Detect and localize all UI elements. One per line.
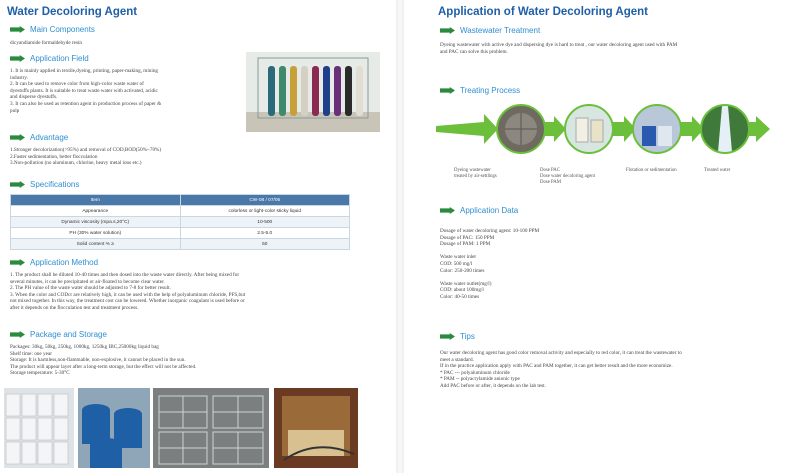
flotation-sedimentation-photo [632, 104, 682, 154]
green-arrow-icon [10, 55, 25, 62]
section-application-data: Application Data [440, 206, 518, 215]
text-line: The product will appear layer after a long-term storage, but the effect will not be affected. [10, 363, 197, 370]
text-line: 2. It can be used to remove color from high-color waste water of [10, 81, 144, 88]
green-arrow-icon [440, 27, 455, 34]
text-line: 1.Stronger decolorization(>95%) and removal of COD,BOD(50%~70%) [10, 147, 162, 153]
right-page [404, 0, 800, 473]
table-row: Dynamic viscosity (mpa.s,20°C) 10-500 [11, 217, 350, 228]
text-line: dyestuffs plants. It is suitable to treat waste water with activated, acidic [10, 87, 158, 94]
table-row: PH (30% water solution) 2.5-5.0 [11, 228, 350, 239]
blue-drums-photo [78, 388, 150, 468]
test-tubes-photo [246, 52, 380, 132]
label-dyeing-wastewater: Dyeing wastewater treated by air-settlings [454, 168, 497, 179]
text-line [440, 248, 539, 255]
text-line: If in the practice application apply with PAC and PAM together, it can get better result and the more economize. [440, 363, 673, 370]
green-arrow-icon [10, 331, 25, 338]
label-flotation: Flotation or sedimentation [626, 168, 677, 173]
section-tips: Tips [440, 332, 475, 341]
text-line: meet a standard. [440, 356, 474, 363]
text-line: Dyeing wastewater with active dye and dispersing dye is hard to treat , our water decoloring agent used with PAM [440, 42, 678, 48]
text-line: 2.Faster sedimentation, better flocculation [10, 153, 98, 160]
text-line: * PAM -- polyacrylamide anionic type [440, 376, 520, 383]
left-page-title: Water Decoloring Agent [7, 6, 138, 18]
section-package-storage: Package and Storage [10, 330, 107, 339]
text-line: Color: 250-200 times [440, 267, 485, 274]
green-arrow-icon [440, 207, 455, 214]
section-application-field: Application Field [10, 54, 89, 63]
green-arrow-icon [440, 333, 455, 340]
text-line: 1. The product shall be diluted 10-40 times and then dosed into the waste water directly. After being mixed for [10, 272, 240, 278]
text-line: and disperse dyestuffs. [10, 94, 58, 101]
text-line: Color: 40-50 times [440, 293, 480, 300]
section-treating-process: Treating Process [440, 86, 520, 95]
left-page [0, 0, 396, 473]
text-line [440, 274, 539, 281]
label-dosing: Dose PAC Dose water decoloring agent Dose PAM [540, 168, 596, 185]
ibc-tanks-photo [153, 388, 269, 468]
wastewater-text [440, 42, 677, 55]
white-drums-photo [4, 388, 74, 468]
table-row: Appearance colorless or light-color sticky liquid [11, 206, 350, 217]
page-gutter [396, 0, 404, 473]
text-line: Shelf time: one year [10, 350, 52, 357]
advantage-text [10, 147, 161, 167]
green-arrow-icon [10, 181, 25, 188]
main-components-text: dicyandiamide formaldehyde resin [10, 40, 83, 46]
green-arrow-icon [10, 134, 25, 141]
text-line: Packages: 30kg, 50kg, 250kg, 1000kg, 1250kg IBC,25000kg liquid bag [10, 344, 159, 350]
application-data-text [440, 228, 539, 301]
text-line: COD: 500 mg/l [440, 260, 473, 267]
dyeing-wastewater-photo [496, 104, 546, 154]
text-line: COD: about 100mg/l [440, 287, 484, 294]
specifications-table [10, 194, 350, 250]
section-application-method: Application Method [10, 258, 98, 267]
treating-process-diagram [434, 100, 774, 190]
text-line: several minutes, it can be precipitated or air-floated to become clear water. [10, 278, 165, 285]
package-storage-text [10, 344, 196, 377]
text-line: industry. [10, 74, 28, 81]
section-main-components: Main Components [10, 25, 95, 34]
text-line: not mixed together. In this way, the treatment cost can be lowered. Whether inorganic coagulant is used before or [10, 298, 245, 305]
application-field-text [10, 68, 242, 114]
text-line: Storage temperature: 5-30°C [10, 370, 70, 377]
text-line: 3. When the color and CODcr are relatively high, it can be used with the help of polyaluminum chloride, PFS,but [10, 291, 246, 298]
text-line: Dosage of PAM: 1 PPM [440, 241, 491, 248]
right-page-title: Application of Water Decoloring Agent [438, 6, 648, 18]
text-line: 3.Non-pollution (no aluminum, chlorine, heavy metal ions etc.) [10, 160, 142, 167]
table-header-row: Item CW-08 / 07/05 [11, 195, 350, 206]
text-line: Storage: It is harmless,non-flammable, non-explosive, it cannot be placed in the sun. [10, 357, 186, 364]
text-line: pulp [10, 107, 20, 114]
text-line: Add PAC before or after, it depends on the lab test. [440, 382, 546, 389]
section-wastewater-treatment: Wastewater Treatment [440, 26, 540, 35]
section-specifications: Specifications [10, 180, 79, 189]
text-line: * PAC --- polyaluminum chloride [440, 369, 510, 376]
green-arrow-icon [10, 259, 25, 266]
green-arrow-icon [440, 87, 455, 94]
tips-text [440, 350, 682, 390]
table-row: Solid content % ≥ 50 [11, 239, 350, 250]
text-line: and PAC can solve this problem. [440, 48, 508, 55]
text-line: Dosage of water decoloring agent: 10-100 PPM [440, 228, 540, 234]
label-treated-water: Treated water [704, 168, 731, 173]
treated-water-photo [700, 104, 750, 154]
text-line: Waste water inlet [440, 254, 476, 261]
section-advantage: Advantage [10, 133, 68, 142]
text-line: 2. The PH value of the waste water should be adjusted to 7-8 for better result. [10, 285, 171, 292]
green-arrow-icon [10, 26, 25, 33]
text-line: Waste water outlet(mg/l) [440, 280, 492, 287]
text-line: Our water decoloring agent has good color removal activity and especially to red color, it can treat the wastewater to [440, 350, 682, 356]
text-line: 3. It can also be used as retention agent in production process of paper & [10, 100, 162, 107]
text-line: Dosage of PAC: 150 PPM [440, 234, 495, 241]
application-method-text [10, 272, 245, 312]
text-line: after it depends on the flocculation test and treatment process. [10, 304, 139, 311]
chemical-dosing-photo [564, 104, 614, 154]
container-liquid-bag-photo [274, 388, 358, 468]
text-line: 1. It is mainly applied in textile,dyeing, printing, paper-making, mining [10, 68, 159, 74]
